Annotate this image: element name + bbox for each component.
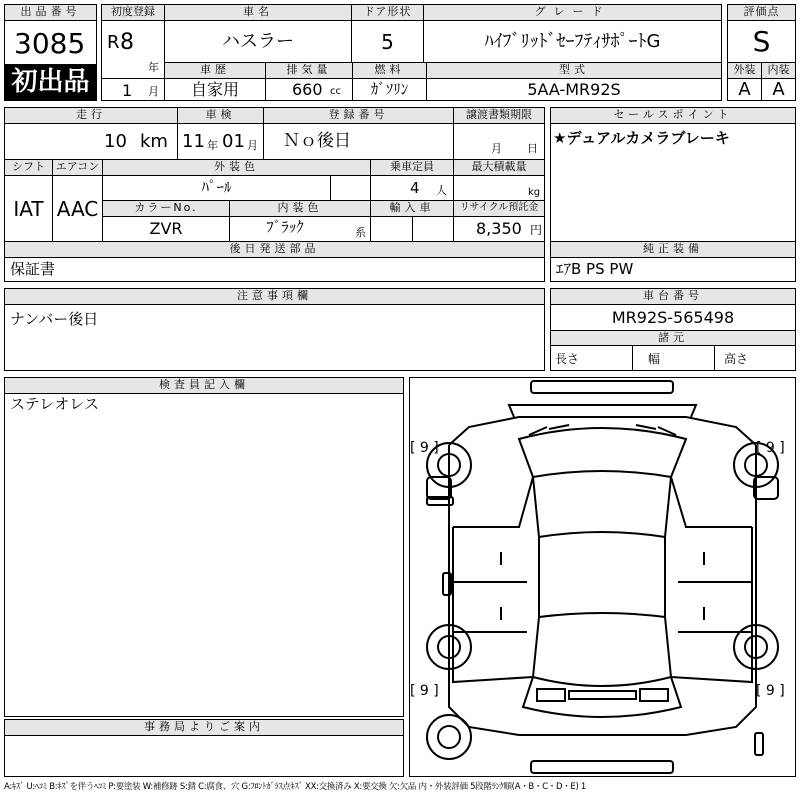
capacity-label: 乗車定員 (371, 160, 453, 175)
disp-label: 排気量 (266, 63, 352, 78)
inspect-label: 車検 (178, 108, 263, 123)
inspect-month-unit: 月 (247, 139, 258, 152)
int-color: ﾌﾞﾗｯｸ (266, 218, 304, 236)
model-label: 型式 (427, 63, 721, 78)
reg-era: R (107, 32, 120, 53)
dims-label: 諸元 (551, 331, 795, 345)
corner-tl: [ 9 ] (410, 440, 439, 456)
load-unit: kg (528, 187, 541, 198)
colorno: ZVR (149, 219, 183, 238)
recycle-label: リサイクル預託金 (454, 201, 544, 216)
history-label: 車歴 (165, 63, 265, 78)
door-label: ドア形状 (352, 5, 423, 20)
chassis-label: 車台番号 (551, 289, 795, 304)
lot-label: 出品番号 (5, 5, 96, 20)
fuel-label: 燃料 (353, 63, 426, 78)
transfer-label: 譲渡書類期限 (454, 108, 544, 123)
legend: A:ｷｽﾞ U:ﾍｺﾐ B:ｷｽﾞを伴うﾍｺﾐ P:要塗装 W:補修跡 S:錆 C:腐食、穴 G:ﾌﾛﾝﾄｶﾞﾗｽ点ｷｽﾞ XX:交換済み X:要交換 欠:欠品 内・外装評価 5段階ﾗﾝｸ順(A・B・C・D・E) 1 (4, 782, 587, 792)
int-color-label: 内装色 (230, 201, 370, 216)
equip-label: 純正装備 (551, 242, 795, 257)
score-value: S (752, 25, 771, 58)
later-parts: 保証書 (10, 260, 56, 278)
car-outline-diagram (409, 377, 796, 777)
colorno-label: カラーNo. (103, 201, 229, 216)
reg-month: 1 (122, 81, 133, 100)
shift-label: シフト (5, 160, 52, 175)
chassis-number: MR92S-565498 (611, 308, 735, 327)
recycle-unit: 円 (530, 223, 543, 237)
sales-point: ★デュアルカメラブレーキ (553, 129, 730, 147)
reg-year: 8 (120, 30, 134, 55)
int-score: A (772, 79, 785, 100)
int-color-unit: 系 (355, 226, 366, 239)
recycle-fee: 8,350 (476, 219, 522, 238)
equipment: ｴｱB PS PW (556, 260, 634, 278)
ac-label: エアコン (53, 160, 102, 175)
ext-color-label: 外装色 (103, 160, 370, 175)
displacement: 660 (292, 80, 323, 99)
corner-br: [ 9 ] (756, 683, 785, 699)
ext-score: A (738, 79, 751, 100)
int-score-label: 内装 (762, 63, 795, 78)
width-label: 幅 (648, 352, 661, 366)
grade-label: グレード (424, 5, 721, 20)
transfer-month-unit: 月 (491, 142, 502, 155)
load-label: 最大積載量 (454, 160, 544, 175)
later-label: 後日発送部品 (5, 242, 544, 257)
transfer-day-unit: 日 (527, 142, 538, 155)
sales-box (550, 107, 796, 242)
corner-tr: [ 9 ] (756, 440, 785, 456)
regno: Ｎｏ後日 (283, 131, 351, 151)
import-label: 輸入車 (371, 201, 453, 216)
inspect-month: 01 (222, 131, 245, 152)
regno-label: 登録番号 (264, 108, 453, 123)
inspector-box (4, 377, 404, 717)
height-label: 高さ (724, 352, 749, 366)
reg-month-unit: 月 (148, 85, 159, 98)
corner-bl: [ 9 ] (410, 683, 439, 699)
shift: IAT (13, 197, 44, 221)
fuel: ｶﾞｿﾘﾝ (370, 80, 409, 98)
history: 自家用 (190, 80, 239, 99)
reg-label: 初度登録 (102, 5, 164, 20)
mileage: 10 (104, 131, 127, 152)
door-count: 5 (381, 30, 394, 54)
ext-color: ﾊﾟｰﾙ (201, 178, 232, 196)
inspect-year-unit: 年 (207, 139, 218, 152)
score-label: 評価点 (728, 5, 795, 20)
ext-score-label: 外装 (728, 63, 761, 78)
inspector-label: 検査員記入欄 (5, 378, 403, 393)
lot-number: 3085 (14, 27, 86, 60)
sales-label: セールスポイント (551, 108, 795, 123)
notes-label: 注意事項欄 (5, 289, 544, 304)
inspect-year: 11 (182, 131, 205, 152)
inspector-text: ステレオレス (10, 395, 99, 413)
car-name: ハスラー (222, 31, 294, 52)
grade: ﾊｲﾌﾞﾘｯﾄﾞｾｰﾌﾃｨｻﾎﾟｰﾄG (484, 31, 661, 52)
ac: AAC (56, 197, 99, 221)
reg-year-unit: 年 (148, 61, 159, 74)
name-label: 車名 (165, 5, 351, 20)
notes-text: ナンバー後日 (10, 310, 99, 328)
length-label: 長さ (555, 352, 580, 366)
mileage-label: 走行 (5, 108, 177, 123)
capacity-unit: 人 (436, 184, 447, 197)
first-listing-badge: 初出品 (5, 64, 96, 100)
capacity: 4 (410, 179, 420, 197)
office-label: 事務局よりご案内 (5, 720, 403, 735)
mileage-unit: km (140, 131, 168, 152)
model-code: 5AA-MR92S (527, 80, 621, 99)
disp-unit: cc (330, 86, 341, 97)
